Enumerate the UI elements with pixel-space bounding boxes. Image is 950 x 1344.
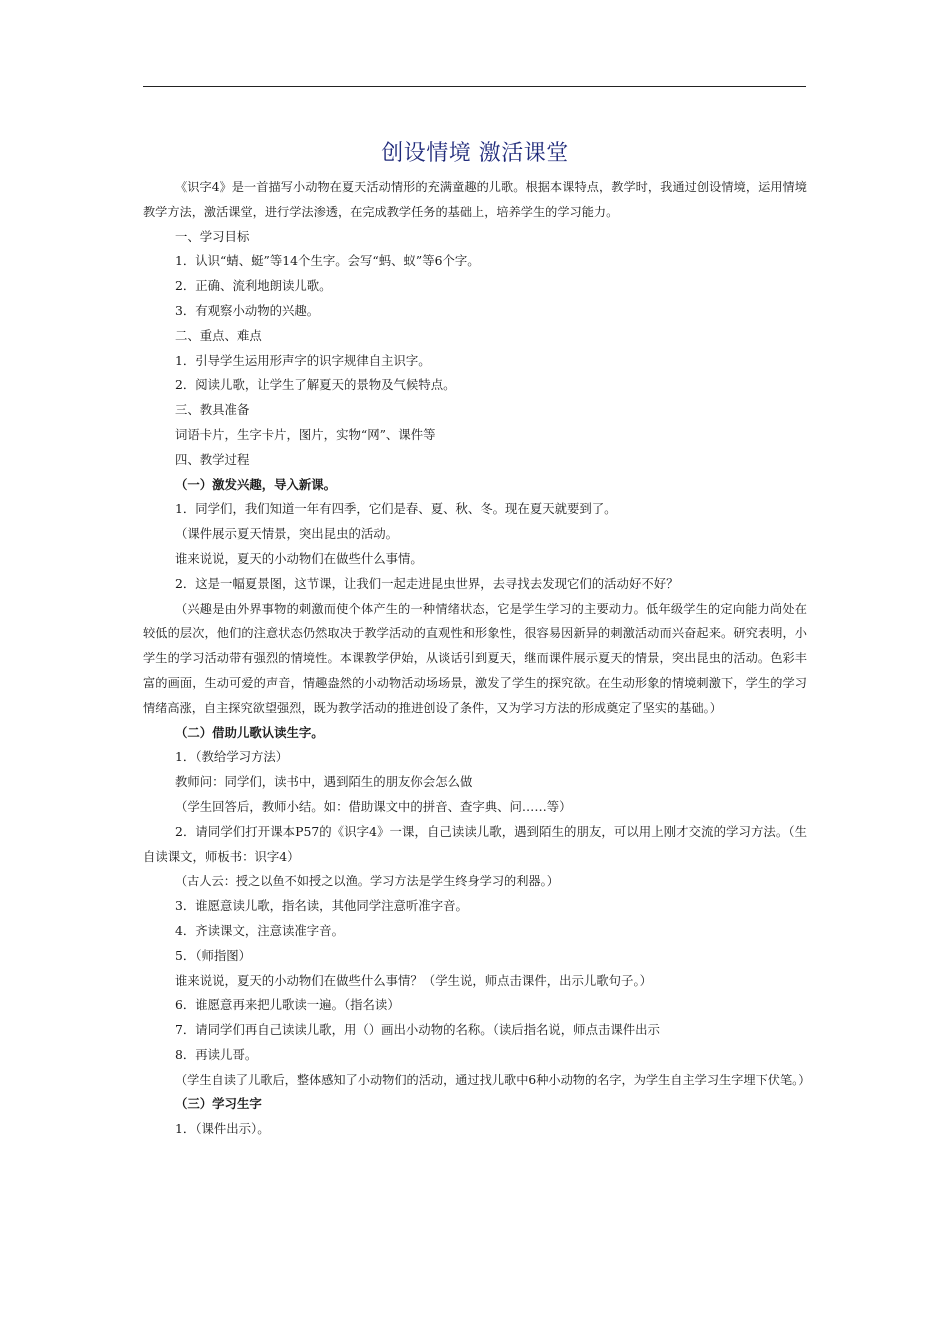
body-paragraph: 2．请同学们打开课本P57的《识字4》一课，自己读读儿歌，遇到陌生的朋友，可以用上刚才交流的学习方法。（生自读课文，师板书：识字4） [143, 823, 807, 864]
body-paragraph: 谁来说说，夏天的小动物们在做些什么事情？（学生说，师点击课件，出示儿歌句子。） [175, 972, 653, 988]
body-paragraph: 教师问：同学们，读书中，遇到陌生的朋友你会怎么做 [175, 774, 473, 790]
body-paragraph: 2．这是一幅夏景图，这节课，让我们一起走进昆虫世界，去寻找去发现它们的活动好不好？ [175, 575, 679, 591]
section-heading: （三）学习生字 [175, 1096, 262, 1112]
body-paragraph: 2．正确、流利地朗读儿歌。 [175, 278, 332, 294]
body-paragraph: 1．（教给学习方法） [175, 749, 289, 765]
body-paragraph: 1．（课件出示）。 [175, 1121, 270, 1137]
body-paragraph: 1．认识“蜻、蜓”等14个生字。会写“蚂、蚁”等6个字。 [175, 253, 480, 269]
body-paragraph: 7．请同学们再自己读读儿歌，用（）画出小动物的名称。（读后指名说，师点击课件出示 [175, 1022, 660, 1038]
section-heading: （一）激发兴趣，导入新课。 [175, 476, 337, 492]
body-paragraph: 词语卡片，生字卡片，图片，实物“网”、课件等 [175, 426, 436, 442]
document-body [143, 175, 811, 1142]
section-heading: （二）借助儿歌认读生字。 [175, 724, 324, 740]
body-paragraph: （课件展示夏天情景，突出昆虫的活动。 [175, 526, 399, 542]
body-paragraph: 谁来说说，夏天的小动物们在做些什么事情。 [175, 550, 423, 566]
commentary-paragraph: （兴趣是由外界事物的刺激而使个体产生的一种情绪状态，它是学生学习的主要动力。低年级学生的定向能力尚处在较低的层次，他们的注意状态仍然取决于教学活动的直观性和形象性，很容易因新异的刺激活动而兴奋起来。研究表明，小学生的学习活动带有强烈的情境性。本课教学伊始，从谈话引到夏天，继而课件展示夏天的情景，突出昆虫的活动。色彩丰富的画面，生动可爱的声音，情趣盎然的小动物活动场场景，激发了学生的探究欲。在生动形象的情境刺激下，学生的学习情绪高涨，自主探究欲望强烈，既为教学活动的推进创设了条件，又为学习方法的形成奠定了坚实的基础。） [143, 601, 807, 715]
body-paragraph: 1．引导学生运用形声字的识字规律自主识字。 [175, 352, 431, 368]
commentary-paragraph: （古人云：授之以鱼不如授之以渔。学习方法是学生终身学习的利器。） [175, 874, 559, 889]
body-paragraph: 一、学习目标 [175, 228, 250, 244]
body-paragraph: 3．谁愿意读儿歌，指名读，其他同学注意听准字音。 [175, 898, 468, 914]
body-paragraph: 三、教具准备 [175, 402, 250, 418]
body-paragraph: 3．有观察小动物的兴趣。 [175, 302, 320, 318]
body-paragraph: 二、重点、难点 [175, 327, 262, 343]
body-paragraph: 2．阅读儿歌，让学生了解夏天的景物及气候特点。 [175, 377, 456, 393]
commentary-paragraph: （学生自读了儿歌后，整体感知了小动物们的活动，通过找儿歌中6种小动物的名字，为学生自主学习生字埋下伏笔。） [175, 1072, 811, 1087]
body-paragraph: 6．谁愿意再来把儿歌读一遍。（指名读） [175, 997, 400, 1013]
body-paragraph: 1．同学们，我们知道一年有四季，它们是春、夏、秋、冬。现在夏天就要到了。 [175, 501, 617, 517]
header-rule [143, 86, 806, 87]
page-title: 创设情境 激活课堂 [381, 141, 569, 166]
body-paragraph: （学生回答后，教师小结。如：借助课文中的拼音、查字典、问……等） [175, 798, 572, 814]
commentary-paragraph: 《识字4》是一首描写小动物在夏天活动情形的充满童趣的儿歌。根据本课特点，教学时，我通过创设情境，运用情境教学方法，激活课堂，进行学法渗透，在完成教学任务的基础上，培养学生的学习能力。 [143, 180, 807, 219]
body-paragraph: 8．再读儿哥。 [175, 1046, 258, 1062]
body-paragraph: 4．齐读课文，注意读准字音。 [175, 922, 344, 938]
body-paragraph: 5．（师指图） [175, 947, 252, 963]
body-paragraph: 四、教学过程 [175, 451, 250, 467]
